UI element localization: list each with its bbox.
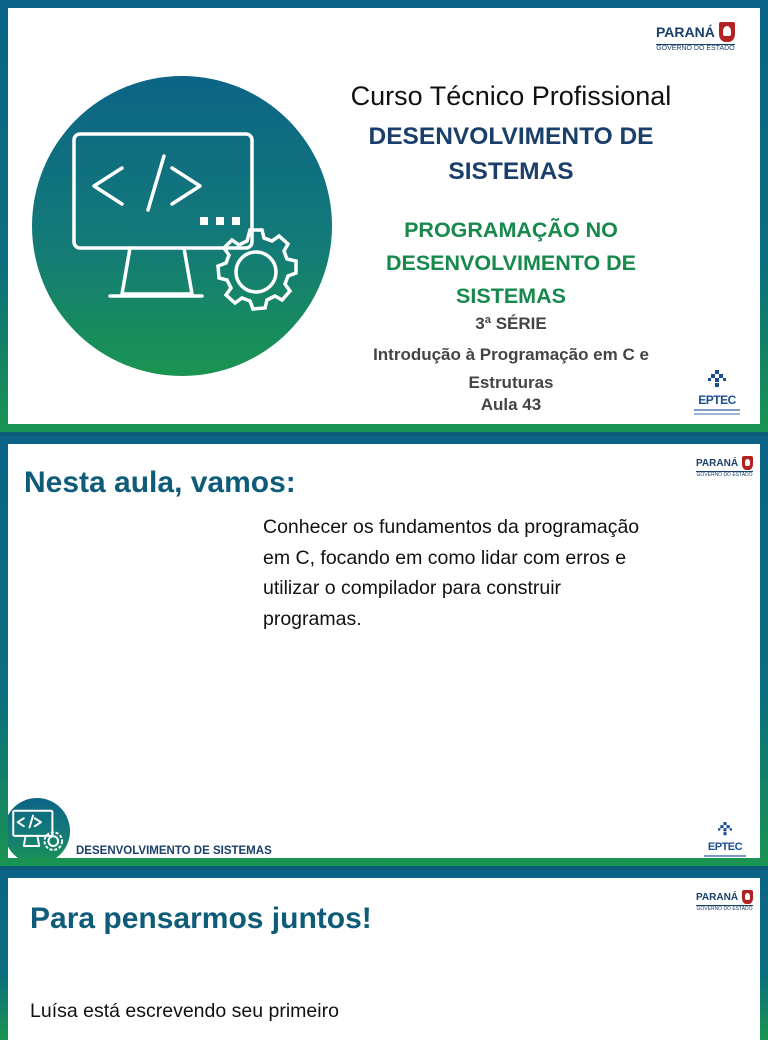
eptec-logo-rule — [694, 409, 740, 411]
discussion-text: Luísa está escrevendo seu primeiro — [30, 1000, 339, 1022]
objectives-text-line3: utilizar o compilador para construir — [263, 577, 562, 599]
program-title-line2: SISTEMAS — [448, 158, 574, 185]
parana-crest-icon — [719, 22, 735, 42]
eptec-logo-icon — [718, 822, 732, 836]
title-slide-canvas — [8, 8, 760, 424]
parana-logo-word: PARANÁ — [696, 891, 739, 903]
parana-logo-subtitle: GOVERNO DO ESTADO — [656, 45, 735, 52]
topic-label-line1: Introdução à Programação em C e — [373, 345, 649, 364]
topic-label — [326, 341, 696, 397]
objectives-slide-canvas — [8, 444, 760, 858]
program-title-line1: DESENVOLVIMENTO DE — [368, 123, 654, 150]
eptec-logo-word: EPTEC — [698, 393, 736, 407]
series-label: 3ª SÉRIE — [475, 314, 547, 333]
footer-emblem — [8, 798, 70, 858]
eptec-logo-rule — [704, 855, 746, 857]
discussion-slide-canvas — [8, 878, 760, 1040]
objectives-slide — [0, 436, 768, 866]
program-title — [326, 119, 696, 189]
subject-title-line1: PROGRAMAÇÃO NO — [404, 218, 618, 242]
footer-course-label: DESENVOLVIMENTO DE SISTEMAS — [76, 845, 272, 857]
eptec-logo — [694, 370, 740, 415]
parana-crest-icon — [742, 456, 753, 470]
title-slide — [0, 0, 768, 432]
parana-logo-word: PARANÁ — [656, 24, 715, 40]
discussion-slide — [0, 870, 768, 1040]
eptec-logo-icon — [708, 370, 726, 388]
eptec-logo-rule — [694, 413, 740, 415]
code-monitor-icon — [32, 76, 332, 376]
objectives-text-line4: programas. — [263, 607, 362, 630]
subject-title — [326, 214, 696, 313]
slide-title: Para pensarmos juntos! — [30, 902, 372, 935]
course-title: Curso Técnico Profissional — [350, 81, 672, 111]
parana-logo — [696, 890, 753, 912]
objectives-text-line2: em C, focando em como lidar com erros e — [263, 546, 627, 569]
eptec-logo — [704, 822, 746, 857]
slide-title: Nesta aula, vamos: — [24, 466, 296, 499]
gear-icon — [218, 230, 296, 309]
hero-emblem — [32, 76, 332, 376]
lesson-label: Aula 43 — [480, 395, 542, 414]
objectives-text-line1: Conhecer os fundamentos da programação — [263, 516, 640, 538]
parana-logo — [656, 22, 735, 52]
parana-logo-subtitle: GOVERNO DO ESTADO — [696, 472, 753, 478]
parana-crest-icon — [742, 890, 753, 904]
topic-label-line2: Estruturas — [468, 373, 554, 392]
subject-title-line2: DESENVOLVIMENTO DE — [385, 251, 637, 275]
parana-logo-word: PARANÁ — [696, 457, 739, 469]
objectives-text — [263, 512, 733, 634]
parana-logo-subtitle: GOVERNO DO ESTADO — [696, 906, 753, 912]
eptec-logo-word: EPTEC — [707, 841, 743, 853]
parana-logo — [696, 456, 753, 478]
subject-title-line3: SISTEMAS — [456, 284, 566, 308]
code-monitor-icon — [8, 798, 70, 858]
